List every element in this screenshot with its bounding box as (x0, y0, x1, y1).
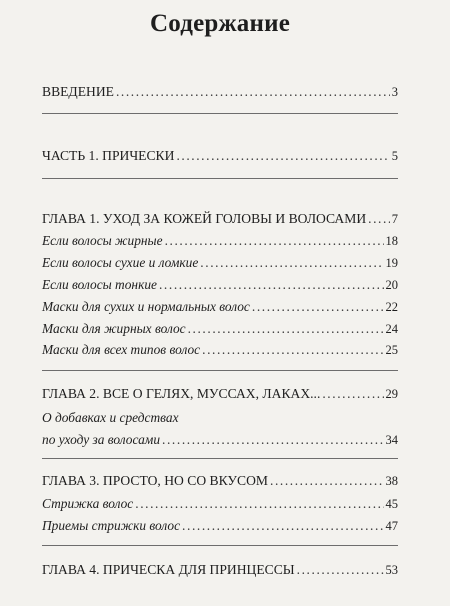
dot-leader (270, 473, 384, 489)
toc-entry-label: ГЛАВА 4. ПРИЧЕСКА ДЛЯ ПРИНЦЕССЫ (42, 562, 295, 577)
dot-leader (188, 321, 384, 337)
section-divider (42, 545, 398, 546)
dot-leader (297, 562, 384, 578)
toc-entry-masks-all[interactable] (42, 342, 398, 358)
dot-leader (322, 386, 383, 402)
toc-entry-page: 24 (385, 322, 398, 336)
toc-entry-page: 25 (385, 343, 398, 357)
toc-entry-label: ВВЕДЕНИЕ (42, 84, 114, 99)
toc-entry-label: Если волосы сухие и ломкие (42, 255, 199, 270)
toc-entry-page: 47 (385, 519, 398, 533)
toc-entry-masks-oily[interactable] (42, 321, 398, 337)
toc-entry-label: ЧАСТЬ 1. ПРИЧЕСКИ (42, 148, 175, 163)
toc-entry-label: Маски для сухих и нормальных волос (42, 299, 250, 314)
toc-entry-label: ГЛАВА 3. ПРОСТО, НО СО ВКУСОМ (42, 473, 268, 488)
toc-entry-label: Стрижка волос (42, 496, 134, 511)
toc-entry-chapter-1[interactable] (42, 211, 398, 227)
toc-entry-part-1[interactable] (42, 148, 398, 164)
section-divider (42, 370, 398, 371)
toc-entry-haircut-techniques[interactable] (42, 518, 398, 534)
toc-entry-haircut[interactable] (42, 496, 398, 512)
toc-entry-page: 22 (385, 300, 398, 314)
toc-entry-page: 38 (385, 474, 398, 488)
dot-leader (202, 342, 383, 358)
toc-entry-label: ГЛАВА 2. ВСЕ О ГЕЛЯХ, МУССАХ, ЛАКАХ... (42, 386, 321, 401)
dot-leader (165, 233, 384, 249)
toc-entry-label: Маски для жирных волос (42, 321, 186, 336)
section-divider (42, 178, 398, 179)
dot-leader (159, 277, 384, 293)
toc-entry-oily-hair[interactable] (42, 233, 398, 249)
toc-entry-page: 3 (391, 85, 398, 99)
dot-leader (182, 518, 383, 534)
toc-entry-page: 53 (385, 563, 398, 577)
toc-entry-label: ГЛАВА 1. УХОД ЗА КОЖЕЙ ГОЛОВЫ И ВОЛОСАМИ (42, 211, 367, 226)
toc-entry-page: 29 (385, 387, 398, 401)
dot-leader (200, 255, 383, 271)
toc-entry-page: 20 (385, 278, 398, 292)
dot-leader (368, 211, 390, 227)
toc-entry-additives[interactable] (42, 432, 398, 448)
toc-entry-chapter-3[interactable] (42, 473, 398, 489)
toc-entry-page: 5 (391, 149, 398, 163)
dot-leader (135, 496, 383, 512)
dot-leader (162, 432, 383, 448)
toc-entry-chapter-2[interactable] (42, 386, 398, 402)
toc-entry-thin-hair[interactable] (42, 277, 398, 293)
toc-entry-label: по уходу за волосами (42, 432, 161, 447)
toc-entry-introduction[interactable] (42, 84, 398, 100)
dot-leader (116, 84, 390, 100)
toc-entry-additives-line1: О добавках и средствах (42, 410, 179, 425)
page-title: Содержание (149, 10, 290, 37)
toc-entry-label: Приемы стрижки волос (42, 518, 181, 533)
toc-entry-page: 45 (385, 497, 398, 511)
toc-entry-page: 7 (391, 212, 398, 226)
toc-entry-chapter-4[interactable] (42, 562, 398, 578)
toc-entry-dry-hair[interactable] (42, 255, 398, 271)
toc-entry-page: 19 (385, 256, 398, 270)
toc-entry-page: 18 (385, 234, 398, 248)
toc-entry-label: Если волосы тонкие (42, 277, 157, 292)
toc-entry-page: 34 (385, 433, 398, 447)
toc-entry-label: Если волосы жирные (42, 233, 163, 248)
dot-leader (252, 299, 384, 315)
toc-entry-label: Маски для всех типов волос (42, 342, 201, 357)
section-divider (42, 113, 398, 114)
section-divider (42, 458, 398, 459)
dot-leader (176, 148, 389, 164)
toc-entry-masks-dry-normal[interactable] (42, 299, 398, 315)
